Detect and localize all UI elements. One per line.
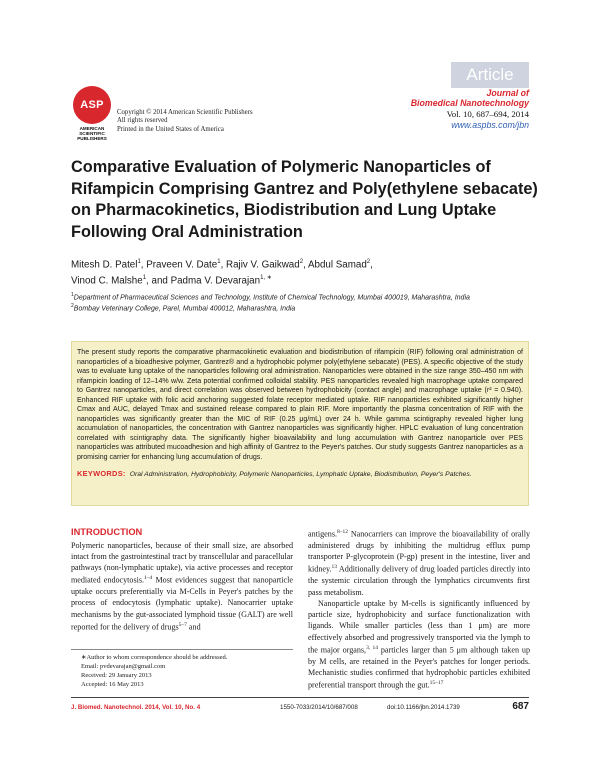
- affiliation-number: 1: [71, 292, 74, 298]
- copyright-line: Copyright © 2014 American Scientific Publishers: [117, 109, 253, 116]
- journal-url-link[interactable]: www.aspbs.com/jbn: [451, 119, 529, 130]
- keywords-label: KEYWORDS:: [77, 468, 126, 478]
- paragraph: [71, 540, 293, 633]
- citation-ref[interactable]: 13: [331, 564, 338, 571]
- citation-ref[interactable]: 8–12: [337, 529, 348, 535]
- author-list: Mitesh D. Patel$^1$, Praveen V. Date$^1$, Rajiv V. Gaikwad$^2$, Abdul Samad$^2$, Vinod C. Malshe$^1$, and Padma V. Devarajan$^{1, ∗}$: [71, 259, 373, 287]
- affiliation-text: Department of Pharmaceutical Sciences and Technology, Institute of Chemical Technology, Mumbai 400019, Maharashtra, India: [73, 294, 470, 302]
- citation-ref[interactable]: 5–7: [178, 621, 187, 628]
- citation-ref[interactable]: 3, 14: [366, 644, 378, 651]
- paragraph-text: Additionally delivery of drug loaded particles directly into the systemic circulation through the lymphatics circumvents first pass metabolism.: [308, 565, 530, 597]
- author-name: Padma V. Devarajan: [170, 275, 261, 287]
- author-affil-mark: 1: [137, 259, 141, 265]
- paragraph-text: Most evidences suggest that nanoparticle uptake occurs preferentially via M-Cells in Peyer's patches by the process of endocytosis (lymphatic uptake). Nanocarrier uptake mechanisms by the gut-associated lymphoid tissue (GALT) are well reported for the delivery of drugs: [71, 575, 293, 632]
- author-affil-mark: 1, ∗: [260, 274, 272, 281]
- copyright-line: All rights reserved: [117, 117, 168, 125]
- affiliation: [71, 291, 531, 302]
- journal-name: Biomedical Nanotechnology: [410, 98, 529, 109]
- author-name: Vinod C. Malshe: [71, 275, 143, 287]
- publisher-logo-words: [71, 126, 113, 142]
- publisher-logo-word: AMERICAN: [79, 126, 105, 131]
- citation-ref[interactable]: 15–17: [429, 680, 444, 687]
- author-name: Rajiv V. Gaikwad: [226, 259, 300, 271]
- keywords: [77, 469, 523, 479]
- author-name: Mitesh D. Patel: [71, 259, 138, 271]
- paragraph-text: antigens.: [308, 529, 337, 539]
- abstract-box: [71, 341, 529, 506]
- article-type-banner: Article: [451, 62, 529, 88]
- author-affil-mark: 2: [366, 259, 371, 265]
- author-affil-mark: 2: [299, 259, 304, 265]
- publisher-logo-word: PUBLISHERS: [77, 136, 107, 142]
- paragraph-text: Polymeric nanoparticles, because of their small size, are absorbed intact from the gastrointestinal tract by transcellular and paracellular pathways (non-lymphatic uptake), via active processes and receptor mediated endocytosis.: [71, 540, 293, 585]
- author-affil-mark: 1: [142, 274, 147, 281]
- footer-issn: 1550-7033/2014/10/687/008: [280, 704, 358, 711]
- footer-divider: [71, 697, 529, 698]
- footnote-received: Received: 29 January 2013: [81, 672, 152, 679]
- footer-journal-ref: J. Biomed. Nanotechnol. 2014, Vol. 10, No. 4: [71, 704, 201, 711]
- page-number: 687: [512, 701, 529, 712]
- paragraph-text: Nanocarriers can improve the bioavailability of orally administered drugs by inhibiting the multidrug efflux pump transporter P-glycoprotein (P-gp) present in the intestine, liver and kidney.: [308, 529, 530, 575]
- section-heading-introduction: INTRODUCTION: [71, 527, 143, 537]
- keywords-text: Oral Administration, Hydrophobicity, Polymeric Nanoparticles, Lymphatic Uptake, Biodistribution, Peyer's Patches.: [129, 470, 472, 478]
- page-footer: [71, 701, 529, 715]
- abstract-text: The present study reports the comparative pharmacokinetic evaluation and biodistribution of rifampicin (RIF) following oral administration of nanoparticles of a bioadhesive polymer, Gantrez® and a hydrophobic polymer poly(ethylene sebacate) (PES). A specific objective of the study was to evaluate lung uptake of the nanoparticles following oral administration. Nanoparticles were obtained in the size range 350–450 nm with rifampicin loading of 12–14% w/w. Zeta potential confirmed colloidal stability. PES nanoparticles revealed high macrophage uptake compared to Gantrez nanoparticles, and direct correlation was observed between hydrophobicity (contact angle) and macrophage uptake (r² = 0.940). Enhanced RIF uptake with folic acid anchoring suggested folate receptor mediated uptake. RIF nanoparticles exhibited significantly higher Cmax and AUC, delayed Tmax and sustained release compared to plain RIF. More importantly the plasma concentration of RIF with the nanoparticles was significantly greater than the MIC of RIF (0.25 μg/mL) over 24 h. While gamma scintigraphy revealed higher lung accumulation of nanoparticles, the concentration with Gantrez nanoparticles was significantly higher. HPLC evaluation of lung concentration correlated with scintigraphy data. The significantly higher bioavailability and lung accumulation with Gantrez nanoparticle over PES nanoparticles was attributed mucoadhesion and high affinity of Gantrez to the Peyer's patches. Our study suggests Gantrez nanoparticles as a promising carrier for enhancing lung accumulation of drugs.: [77, 349, 523, 462]
- footnote-line: ∗Author to whom correspondence should be addressed.: [81, 654, 228, 661]
- author-affil-mark: 1: [217, 259, 221, 265]
- publisher-logo-mark: ASP: [73, 86, 111, 124]
- paragraph-text: and: [186, 622, 201, 632]
- left-column: [71, 527, 293, 633]
- footer-doi-link[interactable]: doi:10.1166/jbn.2014.1739: [387, 704, 460, 711]
- article-title: Comparative Evaluation of Polymeric Nanoparticles of Rifampicin Comprising Gantrez and Poly(ethylene sebacate) on Pharmacokinetics, Biodistribution and Lung Uptake Following Oral Administration: [71, 158, 538, 241]
- publisher-logo: [71, 86, 113, 142]
- paragraph-text: Nanoparticle uptake by M-cells is significantly influenced by particle size, hydrophobicity and surface functionalization with ligands. While smaller particles (less than 1 μm) are more effectively absorbed and progressively transported via the lymph to the major organs,: [308, 598, 530, 655]
- footnote-email[interactable]: Email: pvdevarajan@gmail.com: [81, 663, 166, 670]
- affiliation-number: 2: [71, 303, 74, 310]
- author-name: Praveen V. Date: [146, 259, 218, 271]
- author-name: Abdul Samad: [307, 259, 367, 271]
- affiliations: [71, 291, 531, 314]
- journal-info: [411, 88, 529, 131]
- right-column: [308, 527, 530, 691]
- journal-volume: Vol. 10, 687–694, 2014: [446, 108, 529, 119]
- paragraph-text: particles larger than 5 μm although taken up by M cells, are retained in the Peyer's patches for longer periods. Mechanistic studies confirmed that hydrophobic particles exhibited preferential transport through the gut.: [308, 645, 531, 690]
- publisher-logo-word: SCIENTIFIC: [79, 131, 105, 137]
- affiliation-text: Bombay Veterinary College, Parel, Mumbai 400012, Maharashtra, India: [73, 305, 296, 313]
- affiliation: [71, 302, 531, 313]
- footnote-accepted: Accepted: 16 May 2013: [81, 681, 144, 688]
- journal-name: Journal of: [486, 88, 529, 98]
- copyright-line: Printed in the United States of America: [117, 125, 224, 133]
- correspondence-footnote: [71, 649, 293, 689]
- copyright-notice: [117, 109, 253, 134]
- paragraph: [308, 527, 530, 598]
- citation-ref[interactable]: 1–4: [144, 575, 153, 582]
- paragraph: [308, 598, 530, 691]
